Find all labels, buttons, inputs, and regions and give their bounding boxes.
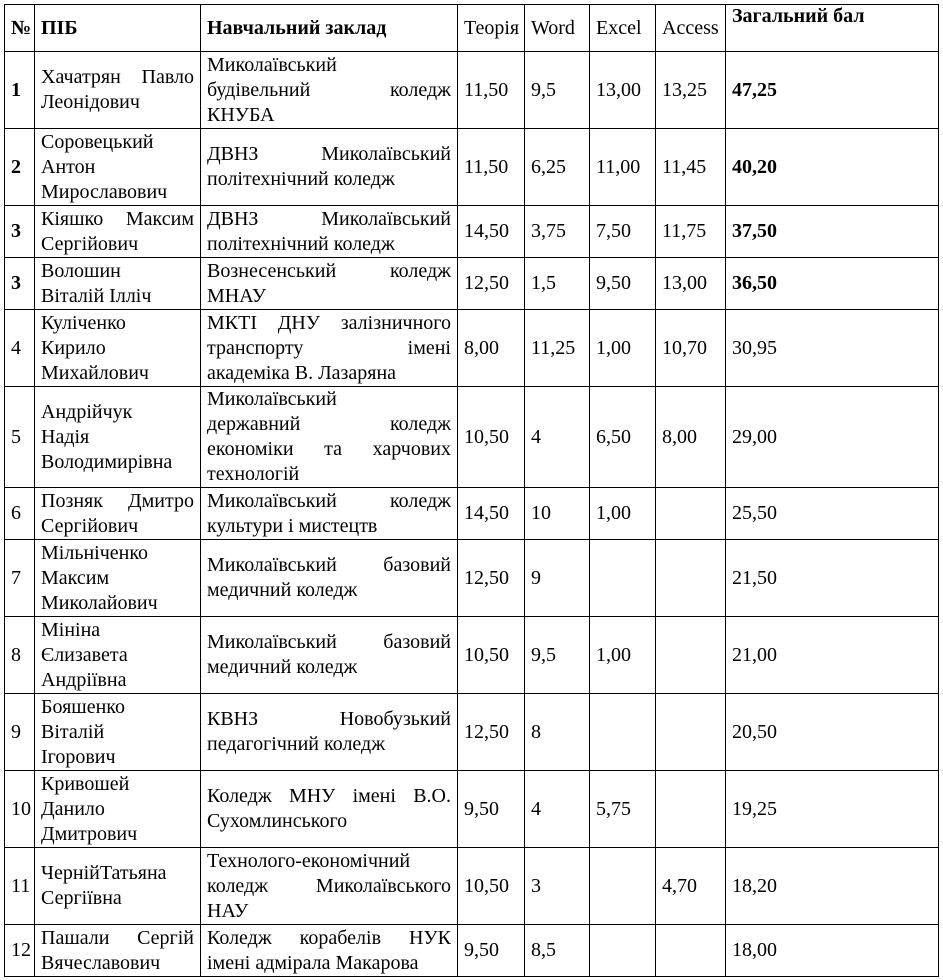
header-excel: Excel	[590, 5, 656, 52]
cell-name: Кіяшко Максим Сергійович	[35, 206, 201, 258]
cell-total: 21,00	[726, 617, 939, 694]
cell-excel: 7,50	[590, 206, 656, 258]
cell-num: 10	[5, 771, 35, 848]
cell-excel	[590, 848, 656, 925]
cell-excel: 6,50	[590, 387, 656, 488]
cell-word: 4	[525, 771, 590, 848]
cell-theory: 12,50	[458, 694, 525, 771]
cell-total: 21,50	[726, 540, 939, 617]
table-row	[5, 52, 939, 129]
table-row	[5, 310, 939, 387]
cell-name: Бояшенко Віталій Ігорович	[35, 694, 201, 771]
cell-access: 10,70	[656, 310, 726, 387]
cell-excel: 1,00	[590, 310, 656, 387]
cell-name: Андрійчук Надія Володимирівна	[35, 387, 201, 488]
cell-total: 47,25	[726, 52, 939, 129]
cell-institution: Коледж корабелів НУК імені адмірала Макарова	[201, 925, 458, 977]
cell-institution: КВНЗ Новобузький педагогічний коледж	[201, 694, 458, 771]
cell-theory: 10,50	[458, 387, 525, 488]
cell-num: 9	[5, 694, 35, 771]
cell-institution: Технолого-економічний коледж Миколаївського НАУ	[201, 848, 458, 925]
cell-theory: 10,50	[458, 617, 525, 694]
cell-institution: ДВНЗ Миколаївський політехнічний коледж	[201, 206, 458, 258]
cell-word: 1,5	[525, 258, 590, 310]
table-row	[5, 540, 939, 617]
cell-excel: 1,00	[590, 617, 656, 694]
header-access: Access	[656, 5, 726, 52]
cell-num: 6	[5, 488, 35, 540]
cell-num: 3	[5, 206, 35, 258]
cell-institution: Миколаївський базовий медичний коледж	[201, 617, 458, 694]
cell-excel	[590, 540, 656, 617]
cell-institution: Миколаївський базовий медичний коледж	[201, 540, 458, 617]
cell-total: 18,00	[726, 925, 939, 977]
cell-name: Позняк Дмитро Сергійович	[35, 488, 201, 540]
cell-theory: 9,50	[458, 771, 525, 848]
results-table	[4, 4, 939, 977]
table-header	[5, 5, 939, 52]
cell-name: Куліченко Кирило Михайлович	[35, 310, 201, 387]
header-num: №	[5, 5, 35, 52]
cell-word: 8,5	[525, 925, 590, 977]
cell-access: 13,25	[656, 52, 726, 129]
header-theory: Теорія	[458, 5, 525, 52]
cell-institution: Вознесенський коледж МНАУ	[201, 258, 458, 310]
cell-word: 4	[525, 387, 590, 488]
cell-total: 20,50	[726, 694, 939, 771]
cell-word: 3,75	[525, 206, 590, 258]
cell-name: Мільніченко Максим Миколайович	[35, 540, 201, 617]
cell-institution: Коледж МНУ імені В.О. Сухомлинського	[201, 771, 458, 848]
cell-excel: 5,75	[590, 771, 656, 848]
cell-name: ЧернійТатьяна Сергіївна	[35, 848, 201, 925]
cell-theory: 9,50	[458, 925, 525, 977]
cell-name: Соровецький Антон Мирославович	[35, 129, 201, 206]
table-row	[5, 925, 939, 977]
cell-num: 1	[5, 52, 35, 129]
cell-theory: 12,50	[458, 540, 525, 617]
cell-num: 8	[5, 617, 35, 694]
cell-total: 18,20	[726, 848, 939, 925]
cell-institution: Миколаївський будівельний коледж КНУБА	[201, 52, 458, 129]
table-row	[5, 488, 939, 540]
cell-institution: Миколаївський коледж культури і мистецтв	[201, 488, 458, 540]
header-word: Word	[525, 5, 590, 52]
cell-num: 7	[5, 540, 35, 617]
cell-institution: ДВНЗ Миколаївський політехнічний коледж	[201, 129, 458, 206]
cell-excel: 11,00	[590, 129, 656, 206]
cell-total: 36,50	[726, 258, 939, 310]
cell-theory: 14,50	[458, 206, 525, 258]
cell-total: 25,50	[726, 488, 939, 540]
table-row	[5, 771, 939, 848]
cell-excel: 1,00	[590, 488, 656, 540]
cell-name: Волошин Віталій Ілліч	[35, 258, 201, 310]
cell-access	[656, 488, 726, 540]
cell-theory: 14,50	[458, 488, 525, 540]
cell-word: 10	[525, 488, 590, 540]
cell-theory: 11,50	[458, 52, 525, 129]
cell-word: 9,5	[525, 617, 590, 694]
cell-access: 8,00	[656, 387, 726, 488]
cell-theory: 8,00	[458, 310, 525, 387]
cell-access	[656, 617, 726, 694]
cell-total: 40,20	[726, 129, 939, 206]
cell-access	[656, 540, 726, 617]
cell-name: Мініна Єлизавета Андріївна	[35, 617, 201, 694]
cell-excel: 13,00	[590, 52, 656, 129]
cell-word: 11,25	[525, 310, 590, 387]
cell-theory: 11,50	[458, 129, 525, 206]
table-row	[5, 848, 939, 925]
cell-name: Кривошей Данило Дмитрович	[35, 771, 201, 848]
table-row	[5, 129, 939, 206]
cell-name: Хачатрян Павло Леонідович	[35, 52, 201, 129]
cell-word: 6,25	[525, 129, 590, 206]
cell-total: 19,25	[726, 771, 939, 848]
header-institution: Навчальний заклад	[201, 5, 458, 52]
cell-word: 9	[525, 540, 590, 617]
cell-institution: Миколаївський державний коледж економіки та харчових технологій	[201, 387, 458, 488]
header-row	[5, 5, 939, 52]
table-row	[5, 694, 939, 771]
cell-num: 12	[5, 925, 35, 977]
cell-access	[656, 925, 726, 977]
cell-num: 4	[5, 310, 35, 387]
table-row	[5, 387, 939, 488]
cell-access: 11,75	[656, 206, 726, 258]
cell-total: 30,95	[726, 310, 939, 387]
table-row	[5, 206, 939, 258]
cell-access: 11,45	[656, 129, 726, 206]
cell-num: 3	[5, 258, 35, 310]
cell-theory: 12,50	[458, 258, 525, 310]
cell-name: Пашали Сергій Вячеславович	[35, 925, 201, 977]
header-name: ПІБ	[35, 5, 201, 52]
cell-num: 2	[5, 129, 35, 206]
cell-theory: 10,50	[458, 848, 525, 925]
cell-num: 11	[5, 848, 35, 925]
cell-institution: МКТІ ДНУ залізничного транспорту імені академіка В. Лазаряна	[201, 310, 458, 387]
cell-access: 4,70	[656, 848, 726, 925]
cell-excel	[590, 694, 656, 771]
table-body	[5, 52, 939, 977]
table-row	[5, 258, 939, 310]
cell-access	[656, 694, 726, 771]
cell-word: 8	[525, 694, 590, 771]
header-total: Загальний бал	[726, 5, 939, 52]
cell-access	[656, 771, 726, 848]
cell-access: 13,00	[656, 258, 726, 310]
cell-word: 9,5	[525, 52, 590, 129]
cell-excel	[590, 925, 656, 977]
cell-word: 3	[525, 848, 590, 925]
table-row	[5, 617, 939, 694]
cell-num: 5	[5, 387, 35, 488]
cell-excel: 9,50	[590, 258, 656, 310]
cell-total: 37,50	[726, 206, 939, 258]
cell-total: 29,00	[726, 387, 939, 488]
